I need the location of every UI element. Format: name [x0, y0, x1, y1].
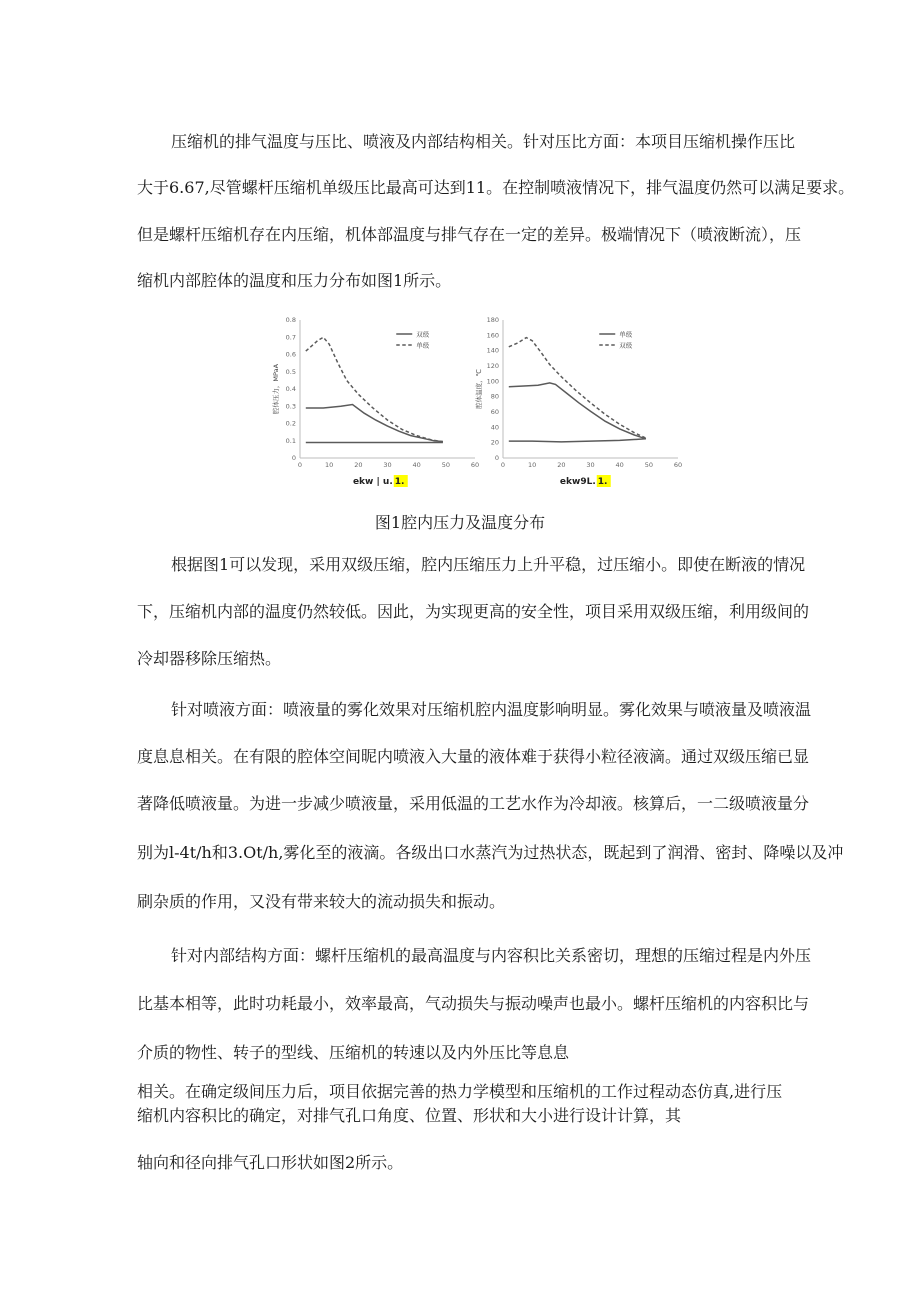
y-tick-label: 140 — [486, 346, 499, 355]
figure-caption: 图1腔内压力及温度分布 — [374, 513, 546, 532]
paragraph-line: 根据图1可以发现，采用双级压缩，腔内压缩压力上升平稳，过压缩小。即使在断液的情况 — [171, 555, 806, 574]
legend-label: 单级 — [416, 341, 430, 350]
series-line-2 — [306, 337, 443, 441]
y-tick-label: 0.3 — [285, 402, 296, 411]
paragraph-line: 下，压缩机内部的温度仍然较低。因此，为实现更高的安全性，项目采用双级压缩，利用级间的 — [137, 602, 810, 621]
paragraph-line: 刷杂质的作用，又没有带来较大的流动损失和振动。 — [137, 892, 506, 911]
x-tick-label: 50 — [441, 461, 450, 469]
y-tick-label: 0.1 — [285, 436, 296, 445]
x-axis-label-highlight: 1. — [597, 477, 608, 487]
temperature-chart — [468, 314, 688, 498]
legend-label: 双级 — [416, 330, 430, 339]
y-tick-label: 120 — [486, 362, 499, 370]
x-tick-label: 30 — [383, 461, 392, 469]
x-tick-label: 40 — [412, 461, 421, 469]
y-tick-label: 0.5 — [285, 367, 296, 376]
paragraph-line: 轴向和径向排气孔口形状如图2所示。 — [137, 1153, 404, 1172]
y-tick-label: 0 — [291, 454, 296, 462]
y-axis-label: 腔体压力，MPaA — [272, 363, 280, 415]
x-tick-label: 40 — [615, 461, 624, 469]
y-tick-label: 0.8 — [285, 316, 296, 324]
x-tick-label: 50 — [644, 461, 653, 469]
y-tick-label: 20 — [490, 438, 499, 447]
paragraph-line: 著降低喷液量。为进一步减少喷液量，采用低温的工艺水作为冷却液。核算后，一二级喷液量分 — [137, 794, 810, 813]
pressure-chart-svg — [265, 314, 485, 494]
x-tick-label: 20 — [557, 461, 566, 469]
y-tick-label: 0.4 — [285, 385, 296, 393]
series-line-1 — [509, 383, 646, 439]
x-tick-label: 10 — [325, 461, 334, 469]
pressure-chart — [265, 314, 485, 498]
x-tick-label: 20 — [354, 461, 363, 469]
y-tick-label: 160 — [486, 331, 499, 340]
paragraph-line: 介质的物性、转子的型线、压缩机的转速以及内外压比等息息 — [137, 1043, 570, 1062]
y-tick-label: 100 — [486, 377, 499, 386]
x-axis-label: ekw | u. — [352, 477, 393, 487]
y-tick-label: 0.2 — [285, 419, 296, 428]
series-line-2 — [509, 338, 646, 439]
paragraph-line: 冷却器移除压缩热。 — [137, 649, 282, 668]
x-axis-label-highlight: 1. — [394, 477, 405, 487]
series-line-1 — [306, 405, 443, 442]
legend-label: 双级 — [619, 341, 633, 350]
paragraph-line: 压缩机的排气温度与压比、喷液及内部结构相关。针对压比方面：本项目压缩机操作压比 — [171, 132, 796, 151]
y-tick-label: 60 — [490, 408, 499, 416]
paragraph-line: 大于6.67,尽管螺杆压缩机单级压比最高可达到11。在控制喷液情况下，排气温度仍然可以满足要求。 — [137, 178, 855, 197]
y-tick-label: 40 — [490, 423, 499, 432]
series-line-3 — [509, 439, 646, 442]
x-tick-label: 60 — [470, 461, 480, 469]
y-tick-label: 80 — [490, 392, 499, 401]
y-tick-label: 0.6 — [285, 350, 296, 359]
x-axis-label: ekw9L. — [559, 477, 596, 487]
paragraph-line: 缩机内部腔体的温度和压力分布如图1所示。 — [137, 271, 452, 290]
x-tick-label: 30 — [586, 461, 595, 469]
x-tick-label: 60 — [673, 461, 683, 469]
y-axis-label: 腔体温度，℃ — [475, 369, 483, 409]
x-tick-label: 10 — [528, 461, 537, 469]
paragraph-line: 但是螺杆压缩机存在内压缩，机体部温度与排气存在一定的差异。极端情况下（喷液断流），压 — [137, 225, 802, 244]
paragraph: 相关。在确定级间压力后，项目依据完善的热力学模型和压缩机的工作过程动态仿真,进行压缩机内容积比的确定，对排气孔口角度、位置、形状和大小进行设计计算，其 — [137, 1082, 783, 1125]
paragraph-line: 针对内部结构方面：螺杆压缩机的最高温度与内容积比关系密切，理想的压缩过程是内外压 — [171, 946, 812, 965]
y-tick-label: 0.7 — [285, 333, 296, 342]
x-tick-label: 0 — [297, 461, 303, 469]
paragraph-line: 比基本相等，此时功耗最小，效率最高，气动损失与振动噪声也最小。螺杆压缩机的内容积比与 — [137, 994, 810, 1013]
paragraph-line: 针对喷液方面：喷液量的雾化效果对压缩机腔内温度影响明显。雾化效果与喷液量及喷液温 — [171, 700, 812, 719]
legend-label: 单级 — [619, 330, 633, 339]
y-tick-label: 0 — [494, 454, 499, 462]
paragraph-line: 别为l-4t/h和3.Ot/h,雾化至的液滴。各级出口水蒸汽为过热状态，既起到了润滑、密封、降噪以及冲 — [137, 843, 844, 862]
paragraph-line: 度息息相关。在有限的腔体空间昵内喷液入大量的液体难于获得小粒径液滴。通过双级压缩已显 — [137, 747, 810, 766]
temperature-chart-svg — [468, 314, 688, 494]
y-tick-label: 180 — [486, 316, 499, 324]
x-tick-label: 0 — [500, 461, 506, 469]
